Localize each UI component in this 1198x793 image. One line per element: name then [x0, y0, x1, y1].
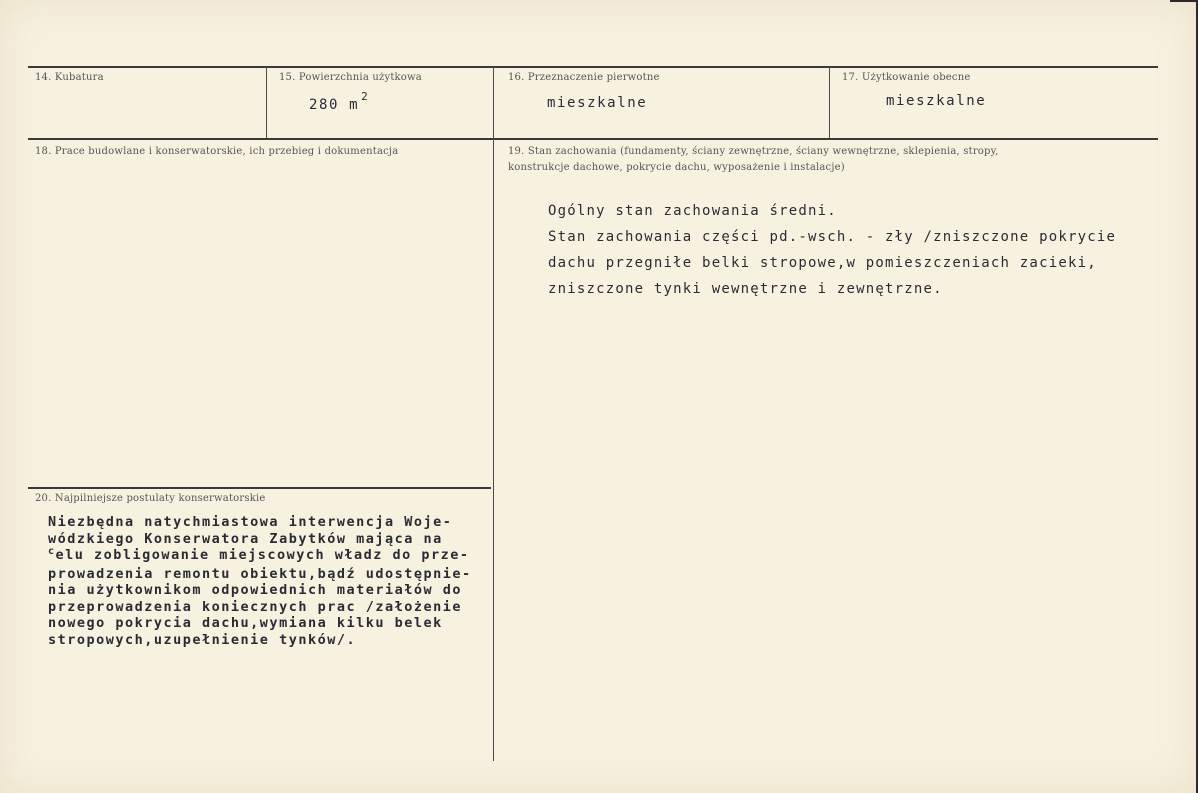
field-20-raised-letter: c [48, 546, 56, 557]
divider-14-15 [266, 66, 267, 139]
field-16-value: mieszkalne [547, 95, 648, 111]
field-17-value: mieszkalne [886, 93, 987, 109]
divider-16-17 [829, 66, 830, 139]
field-20-line: Niezbędna natychmiastowa interwencja Woje- [48, 514, 453, 530]
divider-15-16 [493, 66, 494, 761]
field-19-text [548, 198, 1116, 302]
field-20-text [48, 514, 472, 648]
card-edge-top [1170, 0, 1198, 2]
field-20-line: przeprowadzenia koniecznych prac /założenie [48, 598, 462, 615]
field-17-label: 17. Użytkowanie obecne [842, 72, 971, 83]
field-19-label [508, 144, 1148, 176]
middle-rule [28, 138, 1158, 140]
field-14-label: 14. Kubatura [35, 72, 104, 83]
field-20-line: prowadzenia remontu obiektu,bądź udostępnie- [48, 565, 472, 582]
field-20-line: stropowych,uzupełnienie tynków/. [48, 631, 357, 648]
field-15-label: 15. Powierzchnia użytkowa [279, 72, 422, 83]
field-19-line: zniszczone tynki wewnętrzne i zewnętrzne. [548, 281, 943, 297]
field-15-value: 280 $m^2$ [309, 90, 370, 113]
field-20-line: nia użytkownikom odpowiednich materiałów do [48, 582, 462, 598]
field-20-line: wódzkiego Konserwatora Zabytków mająca na [48, 530, 443, 547]
field-20-line: nowego pokrycia dachu,wymiana kilku belek [48, 615, 443, 631]
field-16-label: 16. Przeznaczenie pierwotne [508, 72, 660, 83]
field-20-label: 20. Najpilniejsze postulaty konserwatorskie [35, 493, 266, 504]
top-rule [28, 66, 1158, 68]
field-19-line: Stan zachowania części pd.-wsch. - zły /zniszczone pokrycie [548, 229, 1117, 245]
unit-superscript: 2 [361, 90, 370, 103]
field-19-line: Ogólny stan zachowania średni. [548, 203, 837, 219]
section20-rule [28, 487, 491, 489]
field-19-line: dachu przegniłe belki stropowe,w pomieszczeniach zacieki, [548, 255, 1097, 271]
field-18-label: 18. Prace budowlane i konserwatorskie, ich przebieg i dokumentacja [35, 146, 399, 157]
field-19-label-line1: 19. Stan zachowania (fundamenty, ściany zewnętrzne, ściany wewnętrzne, sklepienia, stropy, [508, 146, 999, 157]
field-19-label-line2: konstrukcje dachowe, pokrycie dachu, wyposażenie i instalacje) [508, 162, 845, 173]
field-20-line: $^c$elu zobligowanie miejscowych władz do prze- [48, 546, 470, 563]
